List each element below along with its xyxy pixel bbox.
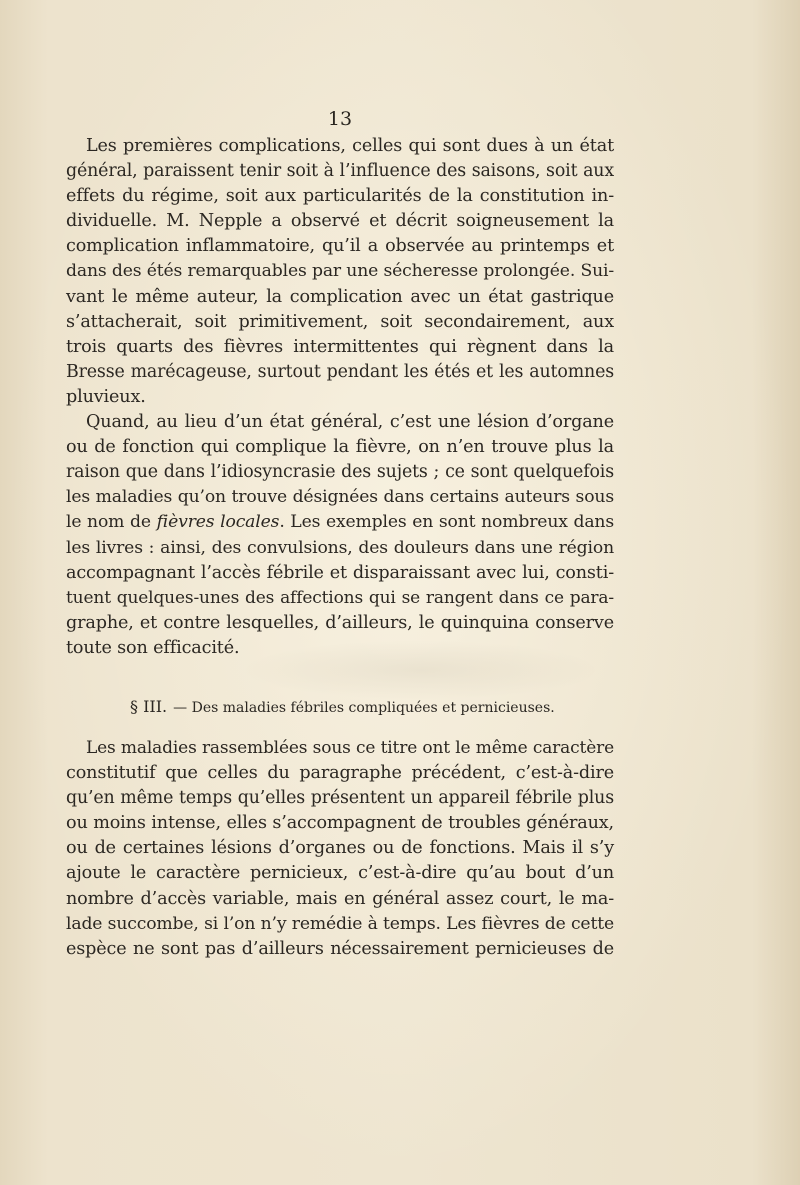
text-line: toute son efficacité. — [66, 637, 240, 658]
text-line: général, paraissent tenir soit à l’influence des saisons, soit aux — [66, 161, 614, 182]
text-line: complication inflammatoire, qu’il a observée au printemps et — [66, 236, 614, 257]
text-line: ou moins intense, elles s’accompagnent de troubles généraux, — [66, 813, 614, 834]
text-line: vant le même auteur, la complication avec un état gastrique — [66, 286, 614, 307]
text-line: ajoute le caractère pernicieux, c’est-à-dire qu’au bout d’un — [66, 863, 614, 884]
text-line: dans des étés remarquables par une sécheresse prolongée. Sui- — [66, 261, 614, 282]
section-one-text — [66, 134, 614, 661]
text-line-italic — [66, 510, 614, 535]
text-line: Les maladies rassemblées sous ce titre ont le même caractère — [86, 738, 614, 758]
text-line: Quand, au lieu d’un état général, c’est une lésion d’organe — [86, 412, 614, 433]
text-line: tuent quelques-unes des affections qui se rangent dans ce para- — [66, 587, 614, 608]
text-line: constitutif que celles du paragraphe précédent, c’est-à-dire — [66, 763, 614, 784]
text-line: les maladies qu’on trouve désignées dans certains auteurs sous — [66, 487, 614, 508]
section-title: — Des maladies fébriles compliquées et pernicieuses. — [173, 700, 555, 716]
text-line: Bresse marécageuse, surtout pendant les étés et les automnes — [66, 361, 614, 382]
section-two-text — [66, 736, 614, 962]
italic-term: fièvres locales — [156, 512, 280, 533]
text-line: les livres : ainsi, des convulsions, des douleurs dans une région — [66, 537, 614, 558]
text-run: . Les exemples en sont nombreux dans — [279, 512, 615, 533]
text-run: le nom de — [66, 512, 157, 533]
text-line: Les premières complications, celles qui sont dues à un état — [86, 136, 614, 156]
text-line: dividuelle. M. Nepple a observé et décrit soigneusement la — [66, 211, 614, 232]
text-line: accompagnant l’accès fébrile et disparaissant avec lui, consti- — [66, 562, 614, 583]
text-line: effets du régime, soit aux particularités de la constitution in- — [66, 186, 614, 207]
text-line: qu’en même temps qu’elles présentent un appareil fébrile plus — [66, 788, 614, 809]
section-symbol: § III. — [130, 697, 168, 716]
text-line: lade succombe, si l’on n’y remédie à temps. Les fièvres de cette — [66, 913, 614, 934]
section-heading — [130, 697, 570, 716]
text-line: raison que dans l’idiosyncrasie des sujets ; ce sont quelquefois — [66, 462, 614, 483]
text-line: ou de certaines lésions d’organes ou de fonctions. Mais il s’y — [66, 838, 614, 859]
text-line: s’attacherait, soit primitivement, soit secondairement, aux — [66, 311, 614, 332]
page-number: 13 — [327, 108, 353, 130]
text-line: nombre d’accès variable, mais en général assez court, le ma- — [66, 888, 614, 909]
text-line: espèce ne sont pas d’ailleurs nécessairement pernicieuses de — [66, 938, 614, 959]
text-line: pluvieux. — [66, 386, 146, 407]
text-line: trois quarts des fièvres intermittentes qui règnent dans la — [66, 336, 614, 357]
text-line: ou de fonction qui complique la fièvre, on n’en trouve plus la — [66, 437, 614, 458]
text-line: graphe, et contre lesquelles, d’ailleurs, le quinquina conserve — [66, 612, 614, 633]
